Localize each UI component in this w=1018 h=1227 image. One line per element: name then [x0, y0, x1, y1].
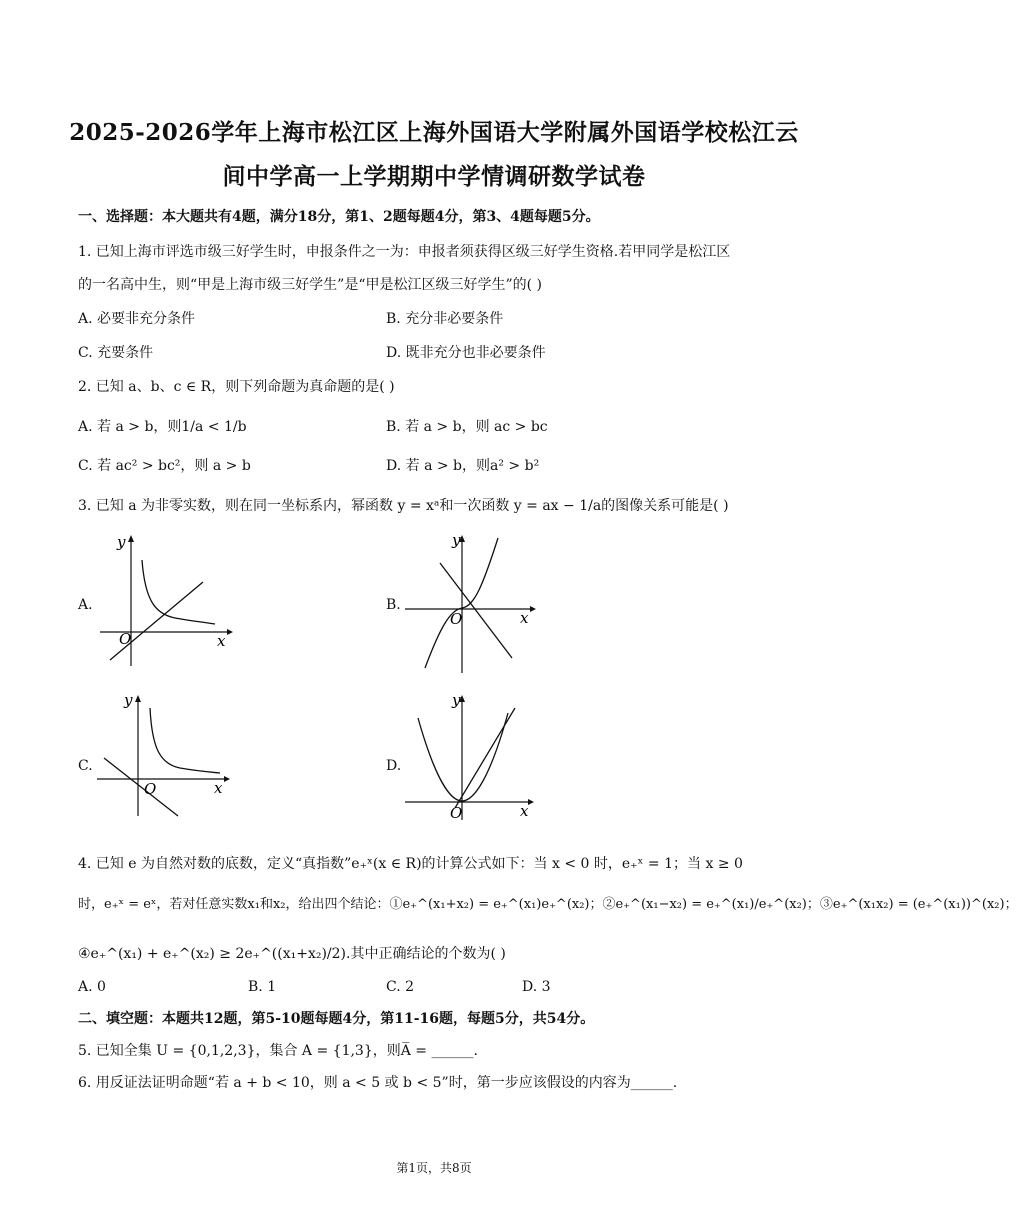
section-heading-fill: 二、填空题：本题共12题，第5-10题每题4分，第11-16题，每题5分，共54分。	[78, 1011, 595, 1027]
q1-stem-line1: 1. 已知上海市评选市级三好学生时，申报条件之一为：申报者须获得区级三好学生资格.若甲同学是松江区	[78, 244, 731, 260]
q4-stem-line1: 4. 已知 e 为自然对数的底数，定义“真指数”e₊ˣ(x ∈ R)的计算公式如下：当 x < 0 时，e₊ˣ = 1；当 x ≥ 0	[78, 856, 743, 872]
q3-stem: 3. 已知 a 为非零实数，则在同一坐标系内，幂函数 y = xᵃ和一次函数 y = ax − 1/a的图像关系可能是( )	[78, 498, 729, 514]
q2-option-a: A. 若 a > b，则1/a < 1/b	[78, 419, 247, 435]
graph-a-x-axis-label: x	[217, 632, 226, 650]
graph-a-origin: O	[119, 630, 132, 648]
paper-title-line1: 2025-2026学年上海市松江区上海外国语大学附属外国语学校松江云	[69, 119, 799, 146]
q2-stem: 2. 已知 a、b、c ∈ R，则下列命题为真命题的是( )	[78, 379, 395, 395]
q3-graph-d-label: D.	[386, 758, 402, 774]
q4-stem-line2: 时，e₊ˣ = eˣ，若对任意实数x₁和x₂，给出四个结论：①e₊^(x₁+x₂) = e₊^(x₁)e₊^(x₂)；②e₊^(x₁−x₂) = e₊^(x₁)/e₊^(x₂)；③e₊^(x₁x₂) = (e₊^(x₁))^(x₂)；	[78, 897, 1018, 912]
graph-b-y-axis-label: y	[452, 531, 461, 549]
q3-graph-c	[92, 688, 237, 818]
q1-option-c: C. 充要条件	[78, 345, 154, 361]
q4-option-c: C. 2	[386, 979, 415, 995]
graph-d-x-axis-label: x	[520, 802, 529, 820]
q3-graph-c-label: C.	[78, 758, 93, 774]
q2-option-b: B. 若 a > b，则 ac > bc	[386, 419, 548, 435]
q1-option-a: A. 必要非充分条件	[78, 311, 196, 327]
page-footer: 第1页，共8页	[396, 1161, 472, 1175]
q4-option-b: B. 1	[248, 979, 277, 995]
graph-b-x-axis-label: x	[520, 609, 529, 627]
graph-c-origin: O	[144, 780, 157, 798]
graph-c-x-axis-label: x	[214, 779, 223, 797]
q1-option-d: D. 既非充分也非必要条件	[386, 345, 546, 361]
q4-option-a: A. 0	[78, 979, 106, 995]
q3-graph-d	[400, 688, 540, 823]
q5-stem: 5. 已知全集 U = {0,1,2,3}，集合 A = {1,3}，则A̅ = ______.	[78, 1043, 478, 1059]
q3-graph-a-label: A.	[78, 597, 93, 613]
q2-option-d: D. 若 a > b，则a² > b²	[386, 458, 540, 474]
q3-graph-b-label: B.	[386, 597, 401, 613]
q6-stem: 6. 用反证法证明命题“若 a + b < 10，则 a < 5 或 b < 5”时，第一步应该假设的内容为______.	[78, 1075, 678, 1091]
paper-title-line2: 间中学高一上学期期中学情调研数学试卷	[222, 163, 646, 190]
graph-d-origin: O	[450, 804, 463, 822]
q1-option-b: B. 充分非必要条件	[386, 311, 504, 327]
q4-stem-line3: ④e₊^(x₁) + e₊^(x₂) ≥ 2e₊^((x₁+x₂)/2).其中正确结论的个数为( )	[78, 946, 506, 962]
graph-d-y-axis-label: y	[452, 691, 461, 709]
q4-option-d: D. 3	[522, 979, 551, 995]
q1-stem-line2: 的一名高中生，则“甲是上海市级三好学生”是“甲是松江区级三好学生”的( )	[78, 277, 543, 293]
q3-graph-a	[95, 530, 235, 670]
q2-option-c: C. 若 ac² > bc²，则 a > b	[78, 458, 251, 474]
graph-b-origin: O	[450, 610, 463, 628]
q3-graph-b	[400, 528, 540, 678]
section-heading-choice: 一、选择题：本大题共有4题，满分18分，第1、2题每题4分，第3、4题每题5分。	[78, 209, 600, 225]
graph-a-y-axis-label: y	[117, 533, 126, 551]
graph-c-y-axis-label: y	[124, 691, 133, 709]
